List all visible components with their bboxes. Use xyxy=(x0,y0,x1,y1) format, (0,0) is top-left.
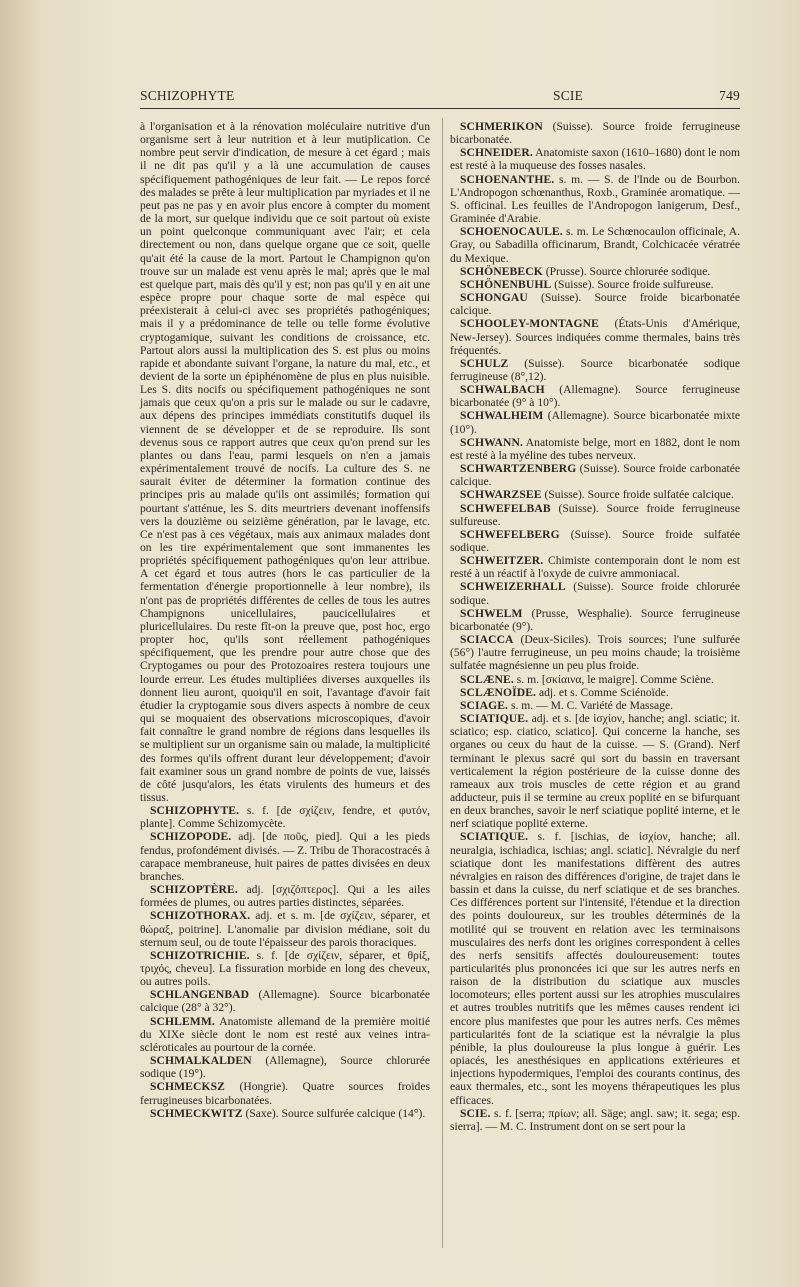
entry-text: (Allemagne), Source chlorurée sodique (19°). xyxy=(140,1054,430,1081)
dictionary-entry xyxy=(450,830,740,1106)
entry-headword: SCIACCA xyxy=(460,633,514,647)
entry-text: adj. [de ποῦς, pied]. Qui a les pieds fendus, profondément divisés. — Z. Tribu de Thoracostracés à carapace membraneuse, huit paires de pattes divisées en deux branches. xyxy=(140,830,430,883)
entry-headword: SCHOENANTHE. xyxy=(460,172,555,186)
entry-headword: SCHWANN. xyxy=(460,435,523,449)
dictionary-entry xyxy=(450,383,740,409)
entry-text: (Suisse). Source froide sulfatée sodique. xyxy=(450,527,740,554)
entry-text: (Suisse). Source froide sulfatée calcique. xyxy=(541,488,734,502)
dictionary-entry xyxy=(140,1107,430,1120)
dictionary-entry xyxy=(140,988,430,1014)
entry-headword: SCHMERIKON xyxy=(460,120,543,133)
entry-headword: SCHONGAU xyxy=(460,291,528,305)
entry-headword: SCHWALHEIM xyxy=(460,409,544,423)
dictionary-entry xyxy=(140,1054,430,1080)
entry-text: (Prusse, Wesphalie). Source ferrugineuse bicarbonatée (9°). xyxy=(450,606,740,633)
entry-headword: SCHIZOTRICHIE. xyxy=(150,948,250,962)
dictionary-entry xyxy=(140,804,430,830)
entry-text: s. m. [σκίαινα, le maigre]. Comme Sciène. xyxy=(513,672,714,686)
entry-text: Anatomiste belge, mort en 1882, dont le nom est resté à la myéline des tubes nerveux. xyxy=(450,435,740,462)
entry-text: (Suisse). Source froide ferrugineuse sulfureuse. xyxy=(450,501,740,528)
header-center-word: SCIE xyxy=(553,88,584,103)
dictionary-entry xyxy=(450,278,740,291)
entry-text: (Prusse). Source chlorurée sodique. xyxy=(542,264,711,278)
entry-headword: SCHLANGENBAD xyxy=(150,988,250,1002)
dictionary-entry xyxy=(450,357,740,383)
dictionary-entry xyxy=(140,830,430,883)
dictionary-entry xyxy=(140,120,430,804)
entry-text: (Suisse). Source bicarbonatée sodique ferrugineuse (8°,12). xyxy=(450,356,740,383)
entry-headword: SCHÖNEBECK xyxy=(460,264,543,278)
entry-headword: SCHIZOTHORAX. xyxy=(150,909,251,923)
entry-text: s. m. — M. C. Variété de Massage. xyxy=(508,698,674,712)
entry-text: (Hongrie). Quatre sources froides ferrugineuses bicarbonatées. xyxy=(140,1080,430,1107)
running-header xyxy=(140,88,740,110)
dictionary-entry xyxy=(450,120,740,146)
entry-headword: SCHÖNENBUHL xyxy=(460,277,552,291)
entry-headword: SCHOENOCAULE. xyxy=(460,225,563,239)
entry-headword: SCHMALKALDEN xyxy=(150,1054,252,1068)
dictionary-entry xyxy=(450,580,740,606)
dictionary-entry xyxy=(450,554,740,580)
entry-text: (Allemagne). Source bicarbonatée mixte (10°). xyxy=(450,409,740,436)
entry-text: s. m. — S. de l'Inde ou de Bourbon. L'Andropogon schœnanthus, Roxb., Graminée aromatique. — S. officinal. Les feuilles de l'Andropogon lanigerum, Desf., Graminée d'Arabie. xyxy=(450,172,740,226)
entry-headword: SCHWELM xyxy=(460,606,523,620)
entry-text: (Suisse). Source froide carbonatée calcique. xyxy=(450,462,740,489)
entry-headword: SCIE. xyxy=(460,1106,491,1120)
dictionary-entry xyxy=(450,712,740,830)
entry-text: (Suisse). Source froide ferrugineuse bicarbonatée. xyxy=(450,120,740,147)
entry-text: s. f. [de σχίζειν, séparer, et θρίξ, τριχός, cheveu]. La fissuration morbide en long des cheveux, ou autres poils. xyxy=(140,948,430,989)
entry-text: adj. et s. m. [de σχίζειν, séparer, et θώραξ, poitrine]. L'anomalie par division médiane, soit du sternum seul, ou de toute l'épaisseur des parois thoraciques. xyxy=(140,909,430,949)
entry-text: (Allemagne). Source bicarbonatée calcique (28° à 32°). xyxy=(140,988,430,1015)
dictionary-entry xyxy=(450,686,740,699)
entry-headword: SCHIZOPODE. xyxy=(150,830,232,844)
dictionary-entry xyxy=(450,462,740,488)
dictionary-entry xyxy=(450,488,740,501)
entry-headword: SCIATIQUE. xyxy=(460,830,529,844)
dictionary-entry xyxy=(450,317,740,356)
dictionary-entry xyxy=(450,291,740,317)
entry-headword: SCLÆNOÏDE. xyxy=(460,685,537,699)
entry-headword: SCHLEMM. xyxy=(150,1014,215,1028)
dictionary-entry xyxy=(450,436,740,462)
entry-headword: SCIATIQUE. xyxy=(460,712,529,726)
dictionary-entry xyxy=(450,673,740,686)
entry-headword: SCHIZOPTÈRE. xyxy=(150,883,238,897)
dictionary-entry xyxy=(140,949,430,988)
dictionary-entry xyxy=(450,502,740,528)
header-left-word: SCHIZOPHYTE xyxy=(140,88,235,103)
entry-headword: SCIAGE. xyxy=(460,698,509,712)
dictionary-entry xyxy=(450,225,740,264)
entry-text: Anatomiste saxon (1610–1680) dont le nom est resté à la muqueuse des fosses nasales. xyxy=(450,146,740,173)
entry-headword: SCHWARZSEE xyxy=(460,488,542,502)
entry-text: adj. [σχιζόπτερος]. Qui a les ailes formées de plumes, ou autres parties distinctes, séparées. xyxy=(140,883,430,910)
entry-text: Anatomiste allemand de la première moitié du XIXe siècle dont le nom est resté aux veines intra-scléroticales au pourtour de la cornée. xyxy=(140,1014,430,1054)
dictionary-entry xyxy=(450,699,740,712)
page-number: 749 xyxy=(719,88,740,103)
entry-text: adj. et s. [de ἰσχίον, hanche; angl. sciatic; it. sciatico; esp. ciatico, sciatico]. Qui concerne la hanche, ses organes ou ceux du haut de la cuisse. — S. (Grand). Nerf terminant le plexus sacré qui sort du bassin en traversant verticalement la région postérieure de la cuisse donne des rameaux aux trois muscles de cette région et au grand adducteur, puis il se termine au creux poplité en se bifurquant en deux branches, savoir le nerf sciatique poplité interne, et le nerf sciatique poplité externe. xyxy=(450,712,740,831)
entry-headword: SCHWEIZERHALL xyxy=(460,580,566,594)
dictionary-entry xyxy=(450,265,740,278)
dictionary-entry xyxy=(140,883,430,909)
entry-headword: SCHIZOPHYTE. xyxy=(150,804,240,818)
dictionary-entry xyxy=(450,173,740,226)
entry-text: (Suisse). Source froide chlorurée sodique. xyxy=(450,580,740,607)
entry-headword: SCHMECKWITZ xyxy=(150,1106,243,1120)
entry-headword: SCHMECKSZ xyxy=(150,1080,225,1094)
entry-headword: SCHWEFELBAB xyxy=(460,501,551,515)
entry-headword: SCHOOLEY-MONTAGNE xyxy=(460,317,599,331)
dictionary-entry xyxy=(140,909,430,948)
entry-text: à l'organisation et à la rénovation moléculaire nutritive d'un organisme sert à leur nutrition et à leur mutiplication. Ce nombre peut servir d'indication, de mesure à cet égard ; mais il ne dit pas qu'il y a là une accumulation de causes spécifiquement pathogéniques de leur fait. — Le repos forcé des malades se prête à leur multiplication par myriades et il ne peut pas ne pas y en avoir plus encore à compter du moment de la mort, sur quelque individu que ce soit partout où existe un point quelconque communiquant avec l'air; et cela directement ou non, dans quelque organe que ce soit, quelle qu'ait été la cause de la mort. Partout le Champignon qu'on trouve sur un malade est venu après le mal; après que le mal est quelque part, mais dès qu'il y est; non pas qu'il y en ait une espèce propre pour chaque sorte de mal espèce qui préexisterait à celui-ci avec ses propriétés pathogéniques; mais il y a prédominance de telle ou telle forme évolutive cryptogamique, suivant les conditions de croissance, etc. Partout alors aussi la multiplication des S. est plus ou moins rapide et abondante suivant l'organe, la nature du mal, etc., et devient de la sorte un épiphénomène de plus en plus nuisible. Les S. dits nocifs ou spécifiquement pathogéniques ne sont jamais que ceux qu'on a pris sur le malade ou sur le cadavre, aux dépens des principes immédiats constitutifs duquel ils viennent de se développer et de se reproduire. Ils sont devenus sous ce rapport autres que ceux qu'on prend sur les plantes ou dans l'eau, parmi lesquels on n'en a jamais expérimentalement trouvé de nocifs. La culture des S. ne saurait éviter de déterminer la formation continue des principes pris au malade qu'ils ont assimilés; formation qui pourtant s'atténue, les S. dits meurtriers devenant inoffensifs vers la douzième ou seizième génération, par le lavage, etc. Ce n'est pas à ces végétaux, mais aux animaux malades dont on les tire expérimentalement que sont immanentes les propriétés spécifiquement pathogéniques qu'on leur attribue. A cet égard et tous autres (hors le cas particulier de la fermentation d'énergie proportionnelle à leur nombre), ils n'ont pas de propriétés différentes de celles de tous les autres Champignons unicellulaires, paucicellulaires et pluricellulaires. Du reste fît-on la preuve que, post hoc, ergo propter hoc, qu'ils sont réellement pathogéniques spécifiquement, que les prendre pour autre chose que des Cryptogames ou pour des Protozoaires restera toujours une lourde erreur. Les études multipliées diverses auxquelles ils donnent lieu auront, quoiqu'il en soit, l'avantage d'avoir fait étudier la cryptogamie sous divers aspects à nombre de ceux qui se moquaient des observations microscopiques, d'avoir fait connaître le grand nombre de régions dans lesquelles ils se multiplient sur un organisme sain ou malade, la multiplicité des formes qu'ils offrent durant leur développement; d'avoir fait examiner sous un grand nombre de points de vue, laissés de côté jusqu'alors, les états virulents des humeurs et des tissus. xyxy=(140,120,430,804)
entry-headword: SCHWEITZER. xyxy=(460,554,544,568)
entry-text: (États-Unis d'Amérique, New-Jersey). Sources indiquées comme thermales, bains très fréquentés. xyxy=(450,317,740,357)
entry-headword: SCHWALBACH xyxy=(460,383,545,397)
entry-text: Chimiste contemporain dont le nom est resté à un réactif à l'oxyde de cuivre ammoniacal. xyxy=(450,554,740,581)
entry-headword: SCHNEIDER. xyxy=(460,146,533,160)
dictionary-entry xyxy=(450,607,740,633)
dictionary-entry xyxy=(450,409,740,435)
entry-text: s. f. [serra; πρίων; all. Säge; angl. saw; it. sega; esp. sierra]. — M. C. Instrument dont on se sert pour la xyxy=(450,1106,740,1133)
entry-text: adj. et s. Comme Sciénoïde. xyxy=(536,685,669,699)
entry-headword: SCHWEFELBERG xyxy=(460,527,560,541)
dictionary-entry xyxy=(450,1107,740,1133)
right-column xyxy=(450,120,740,1260)
entry-headword: SCLÆNE. xyxy=(460,672,514,686)
entry-text: (Allemagne). Source ferrugineuse bicarbonatée (9° à 10°). xyxy=(450,383,740,410)
left-column xyxy=(140,120,430,1260)
entry-text: (Suisse). Source froide sulfureuse. xyxy=(551,277,714,291)
entry-text: (Deux-Siciles). Trois sources; l'une sulfurée (56°) l'autre ferrugineuse, un peu moins chaude; la troisième sulfatée magnésienne un peu plus froide. xyxy=(450,633,740,673)
dictionary-entry xyxy=(450,633,740,672)
dictionary-entry xyxy=(140,1015,430,1054)
dictionary-entry xyxy=(450,146,740,172)
header-rule xyxy=(140,108,740,109)
entry-text: s. f. [de σχίζειν, fendre, et φυτόν, plante]. Comme Schizomycète. xyxy=(140,804,430,831)
dictionary-entry xyxy=(450,528,740,554)
entry-text: s. f. [ischias, de ἰσχίον, hanche; all. neuralgia, ischiadica, ischias; angl. sciatic]. Névralgie du nerf sciatique dont les manifestations diffèrent des autres névralgies en raison des différences d'origine, de trajet dans le bassin et dans la cuisse, du nerf sciatique et de ses branches. Ces différences portent sur l'intensité, l'étendue et la direction des points douloureux, sur les troubles déterminés de la motilité qui se trouvent en relation avec les terminaisons musculaires des nerfs dont les origines correspondent à celles des nerfs sensitifs affectés douloureusement: toutes particularités plus prononcées ici que sur les autres nerfs en raison de la distribution du sciatique aux muscles locomoteurs; elles portent aussi sur les atrophies musculaires et autres troubles nutritifs que les mêmes causes rendent ici encore plus manifestes que pour les autres nerfs. Ces mêmes particularités font de la sciatique est la névralgie la plus pénible, la plus douloureuse la plus longue à guérir. Les opiacés, les anesthésiques en applications extérieures et injections hypodermiques, l'emploi des courants continus, des eaux thermales, etc., sont les moyens thérapeutiques les plus efficaces. xyxy=(450,830,740,1107)
entry-headword: SCHWARTZENBERG xyxy=(460,462,577,476)
column-divider xyxy=(442,118,443,1248)
entry-headword: SCHULZ xyxy=(460,356,509,370)
entry-text: (Saxe). Source sulfurée calcique (14°). xyxy=(242,1106,426,1120)
dictionary-entry xyxy=(140,1080,430,1106)
entry-text: (Suisse). Source froide bicarbonatée calcique. xyxy=(450,291,740,318)
entry-text: s. m. Le Schœnocaulon officinale, A. Gray, ou Sabadilla officinarum, Brandt, Colchicacée vératrée du Mexique. xyxy=(450,225,740,265)
